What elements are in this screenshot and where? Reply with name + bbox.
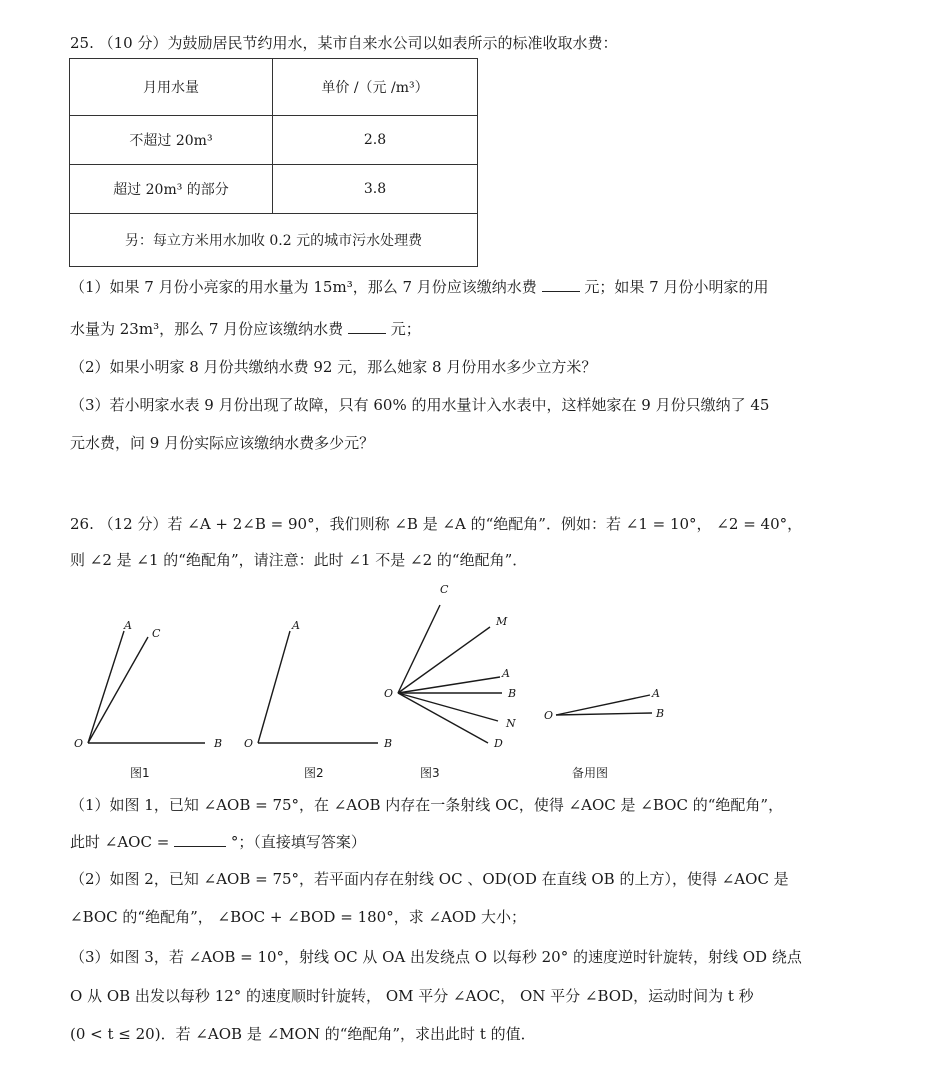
fig3-ray-on	[398, 693, 498, 721]
q26-part1-text-c: °；（直接填写答案）	[230, 833, 366, 851]
water-fee-table	[69, 58, 478, 267]
table-cell-range-1: 不超过 20m³	[70, 116, 273, 165]
q25-part1-line2	[70, 318, 421, 339]
answer-blank-1[interactable]	[542, 279, 580, 292]
fig1-label-b: B	[214, 737, 223, 750]
fig3-label-b: B	[508, 687, 517, 700]
fig3-label-n: N	[506, 717, 516, 730]
answer-blank-2[interactable]	[348, 321, 386, 334]
fig2-label-a: A	[292, 619, 300, 632]
table-note: 另：每立方米用水加收 0.2 元的城市污水处理费	[70, 214, 478, 267]
fig2-ray-oa	[258, 631, 290, 743]
fig4-ray-ob	[556, 713, 652, 715]
q25-part1-text-d: 元；	[390, 320, 421, 338]
fig4-label-a: A	[652, 687, 660, 700]
q26-part1-line2	[70, 831, 366, 852]
answer-blank-3[interactable]	[174, 834, 226, 847]
fig3-caption: 图3	[420, 766, 440, 780]
q25-part2: （2）如果小明家 8 月份共缴纳水费 92 元，那么她家 8 月份用水多少立方米？	[70, 358, 597, 376]
q25-part1-text-c: 水量为 23m³，那么 7 月份应该缴纳水费	[70, 320, 344, 338]
fig1-label-a: A	[124, 619, 132, 632]
q26-part3-line2: O 从 OB 出发以每秒 12° 的速度顺时针旋转， OM 平分 ∠AOC， ON 平分 ∠BOD，运动时间为 t 秒	[70, 987, 754, 1005]
table-header-usage: 月用水量	[70, 59, 273, 116]
table-cell-range-2: 超过 20m³ 的部分	[70, 165, 273, 214]
q26-part1-text-b: 此时 ∠AOC =	[70, 833, 170, 851]
fig4-caption: 备用图	[572, 766, 609, 780]
fig4-label-o: O	[544, 709, 554, 722]
fig1-label-c: C	[152, 627, 161, 640]
q25-part3-line1: （3）若小明家水表 9 月份出现了故障，只有 60% 的用水量计入水表中，这样她家在 9 月份只缴纳了 45	[70, 396, 770, 414]
fig1-ray-oc	[88, 637, 148, 743]
angle-figures	[0, 575, 927, 790]
q25-part1-text-b: 元；如果 7 月份小明家的用	[584, 278, 769, 296]
q26-header-line2: 则 ∠2 是 ∠1 的“绝配角”，请注意：此时 ∠1 不是 ∠2 的“绝配角”．	[70, 551, 528, 569]
fig3-label-a: A	[502, 667, 510, 680]
fig3-label-d: D	[494, 737, 503, 750]
fig4-label-b: B	[656, 707, 665, 720]
q26-part2-line2: ∠BOC 的“绝配角”， ∠BOC + ∠BOD = 180°，求 ∠AOD 大小；	[70, 908, 526, 926]
fig1-caption: 图1	[130, 766, 150, 780]
q25-part1-line1	[70, 276, 768, 297]
q26-part3-line1: （3）如图 3，若 ∠AOB = 10°，射线 OC 从 OA 出发绕点 O 以每秒 20° 的速度逆时针旋转，射线 OD 绕点	[70, 948, 802, 966]
fig1-label-o: O	[74, 737, 84, 750]
q26-part2-line1: （2）如图 2，已知 ∠AOB = 75°，若平面内存在射线 OC 、OD(OD 在直线 OB 的上方），使得 ∠AOC 是	[70, 870, 789, 888]
fig3-ray-od	[398, 693, 488, 743]
q26-part3-line3: (0 < t ≤ 20)．若 ∠AOB 是 ∠MON 的“绝配角”，求出此时 t 的值．	[70, 1025, 536, 1043]
fig3-label-o: O	[384, 687, 394, 700]
q26-part1-line1: （1）如图 1，已知 ∠AOB = 75°，在 ∠AOB 内存在一条射线 OC，使得 ∠AOC 是 ∠BOC 的“绝配角”，	[70, 796, 784, 814]
fig3-ray-oa	[398, 677, 500, 693]
fig4-ray-oa	[556, 695, 650, 715]
table-header-price: 单价 /（元 /m³）	[273, 59, 478, 116]
fig3-ray-oc	[398, 605, 440, 693]
table-cell-price-1: 2.8	[273, 116, 478, 165]
table-cell-price-2: 3.8	[273, 165, 478, 214]
fig1-ray-oa	[88, 631, 124, 743]
fig2-label-o: O	[244, 737, 254, 750]
fig3-ray-om	[398, 627, 490, 693]
fig2-caption: 图2	[304, 766, 324, 780]
q25-part1-text-a: （1）如果 7 月份小亮家的用水量为 15m³，那么 7 月份应该缴纳水费	[70, 278, 537, 296]
fig3-label-c: C	[440, 583, 449, 596]
q26-header: 26. （12 分）若 ∠A + 2∠B = 90°，我们则称 ∠B 是 ∠A 的“绝配角”．例如：若 ∠1 = 10°， ∠2 = 40°，	[70, 515, 803, 533]
q25-header: 25. （10 分）为鼓励居民节约用水，某市自来水公司以如表所示的标准收取水费：	[70, 34, 618, 52]
fig2-label-b: B	[384, 737, 393, 750]
q25-part3-line2: 元水费，问 9 月份实际应该缴纳水费多少元？	[70, 434, 375, 452]
fig3-label-m: M	[496, 615, 508, 628]
